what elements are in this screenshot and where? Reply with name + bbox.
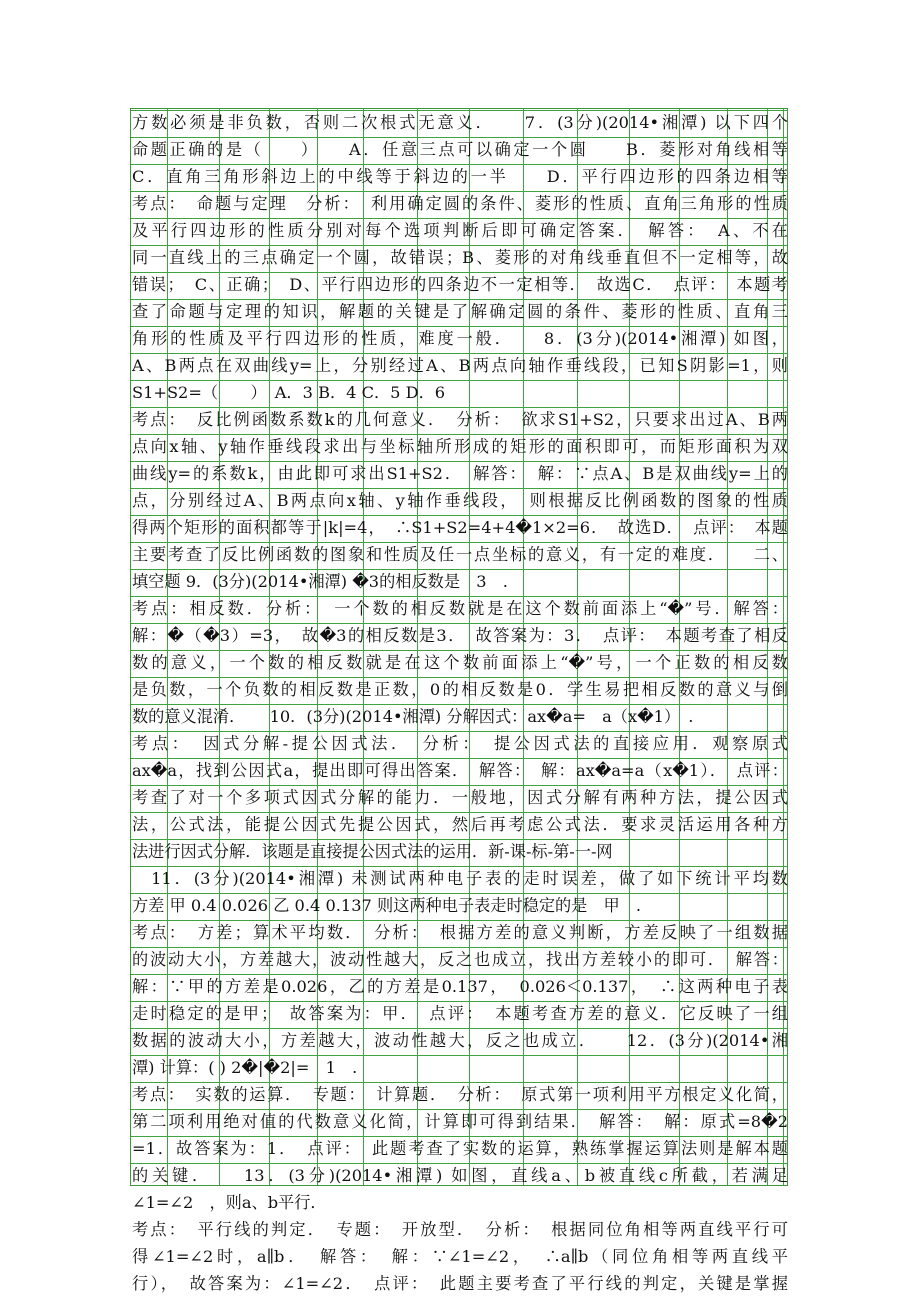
text-line: 考点： 平行线的判定． 专题： 开放型． 分析： 根据同位角相等两直线平行可	[132, 1220, 788, 1239]
text-line: 法进行因式分解．该题是直接提公因式法的运用．新-课-标-第-一-网	[132, 842, 613, 861]
text-line: 考查了对一个多项式因式分解的能力．一般地，因式分解有两种方法，提公因式	[132, 788, 788, 807]
text-line: 第二项利用绝对值的代数意义化简，计算即可得到结果． 解答： 解：原式=8�2	[132, 1112, 788, 1131]
text-line: 11．(3分)(2014•湘潭) 未测试两种电子表的走时误差，做了如下统计平均数	[132, 869, 788, 888]
document-page	[130, 108, 788, 1293]
text-line: 法，公式法，能提公因式先提公因式，然后再考虑公式法．要求灵活运用各种方	[132, 815, 788, 834]
text-line: 行）， 故答案为：∠1=∠2． 点评： 此题主要考查了平行线的判定，关键是掌握	[132, 1274, 788, 1293]
text-line: 数的意义混淆． 10．(3分)(2014•湘潭) 分解因式：ax�a= a（x�1） .	[132, 707, 694, 726]
text-line: 是负数，一个负数的相反数是正数，0的相反数是0．学生易把相反数的意义与倒	[132, 680, 788, 699]
text-line: ∠1=∠2 ，则a、b平行．	[132, 1193, 327, 1212]
text-line: 点，分别经过A、B两点向x轴、y轴作垂线段， 则根据反比例函数的图象的性质	[132, 491, 788, 510]
text-line: 考点：相反数．分析： 一个数的相反数就是在这个数前面添上“�”号．解答：	[132, 599, 788, 618]
text-line: 的关键． 13．(3分)(2014•湘潭) 如图，直线a、b被直线c所截，若满足	[132, 1166, 788, 1185]
text-line: 考点： 方差；算术平均数． 分析： 根据方差的意义判断，方差反映了一组数据	[132, 923, 788, 942]
text-line: 主要考查了反比例函数的图象和性质及任一点坐标的意义，有一定的难度． 二、	[132, 545, 788, 564]
text-line: =1．故答案为：1． 点评： 此题考查了实数的运算，熟练掌握运算法则是解本题	[132, 1139, 788, 1158]
text-line: 及平行四边形的性质分别对每个选项判断后即可确定答案． 解答： A、不在	[132, 221, 788, 240]
text-line: C．直角三角形斜边上的中线等于斜边的一半 D．平行四边形的四条边相等	[132, 167, 788, 186]
text-line: 点向x轴、y轴作垂线段求出与坐标轴所形成的矩形的面积即可，而矩形面积为双	[132, 437, 788, 456]
text-line: 解：∵甲的方差是0.026，乙的方差是0.137， 0.026＜0.137， ∴这两种电子表	[132, 977, 788, 996]
text-line: S1+S2=（ ） A．3 B．4 C．5 D．6	[132, 383, 446, 402]
text-line: 解：�（�3）=3， 故�3的相反数是3． 故答案为：3． 点评： 本题考查了相反	[132, 626, 788, 645]
text-line: 考点： 实数的运算． 专题： 计算题． 分析： 原式第一项利用平方根定义化简，	[132, 1085, 788, 1104]
document-text	[131, 109, 789, 1297]
text-line: 数据的波动大小，方差越大，波动性越大，反之也成立． 12．(3分)(2014•湘	[132, 1031, 788, 1050]
text-line: A、B两点在双曲线y=上，分别经过A、B两点向轴作垂线段，已知S阴影=1，则	[132, 356, 788, 375]
text-line: 考点： 命题与定理 分析： 利用确定圆的条件、菱形的性质、直角三角形的性质	[132, 194, 788, 213]
text-line: 同一直线上的三点确定一个圆，故错误；B、菱形的对角线垂直但不一定相等，故	[132, 248, 788, 267]
text-line: 方差 甲 0.4 0.026 乙 0.4 0.137 则这两种电子表走时稳定的是 甲 .	[132, 896, 642, 915]
text-line: 角形的性质及平行四边形的性质，难度一般． 8．(3分)(2014•湘潭) 如图，	[132, 329, 788, 348]
text-line: 数的意义，一个数的相反数就是在这个数前面添上“�”号，一个正数的相反数	[132, 653, 788, 672]
text-line: 错误； C、正确； D、平行四边形的四条边不一定相等． 故选C． 点评： 本题考	[132, 275, 788, 294]
text-line: 查了命题与定理的知识，解题的关键是了解确定圆的条件、菱形的性质、直角三	[132, 302, 788, 321]
text-line: 方数必须是非负数，否则二次根式无意义． 7．(3分)(2014•湘潭) 以下四个	[132, 113, 788, 132]
text-line: 考点： 因式分解-提公因式法． 分析： 提公因式法的直接应用．观察原式	[132, 734, 788, 753]
text-line: 得两个矩形的面积都等于|k|=4， ∴S1+S2=4+4�1×2=6． 故选D． 点评： 本题	[132, 518, 788, 537]
text-line: 曲线y=的系数k，由此即可求出S1+S2． 解答： 解：∵点A、B是双曲线y=上的	[132, 464, 788, 483]
text-line: 命题正确的是（ ） A．任意三点可以确定一个圆 B．菱形对角线相等	[132, 140, 788, 159]
text-line: 潭) 计算：( ) 2�|�2|= 1 .	[132, 1058, 358, 1077]
text-line: 填空题 9．(3分)(2014•湘潭) �3的相反数是 3 .	[132, 572, 508, 591]
text-line: 走时稳定的是甲； 故答案为：甲． 点评： 本题考查方差的意义．它反映了一组	[132, 1004, 788, 1023]
text-line: ax�a，找到公因式a，提出即可得出答案． 解答： 解：ax�a=a（x�1）． 点评：	[132, 761, 788, 780]
text-line: 考点： 反比例函数系数k的几何意义． 分析： 欲求S1+S2，只要求出过A、B两	[132, 410, 788, 429]
text-line: 的波动大小，方差越大，波动性越大，反之也成立，找出方差较小的即可． 解答：	[132, 950, 788, 969]
text-line: 得∠1=∠2时，a∥b． 解答： 解：∵∠1=∠2， ∴a∥b（同位角相等两直线平	[132, 1247, 788, 1266]
